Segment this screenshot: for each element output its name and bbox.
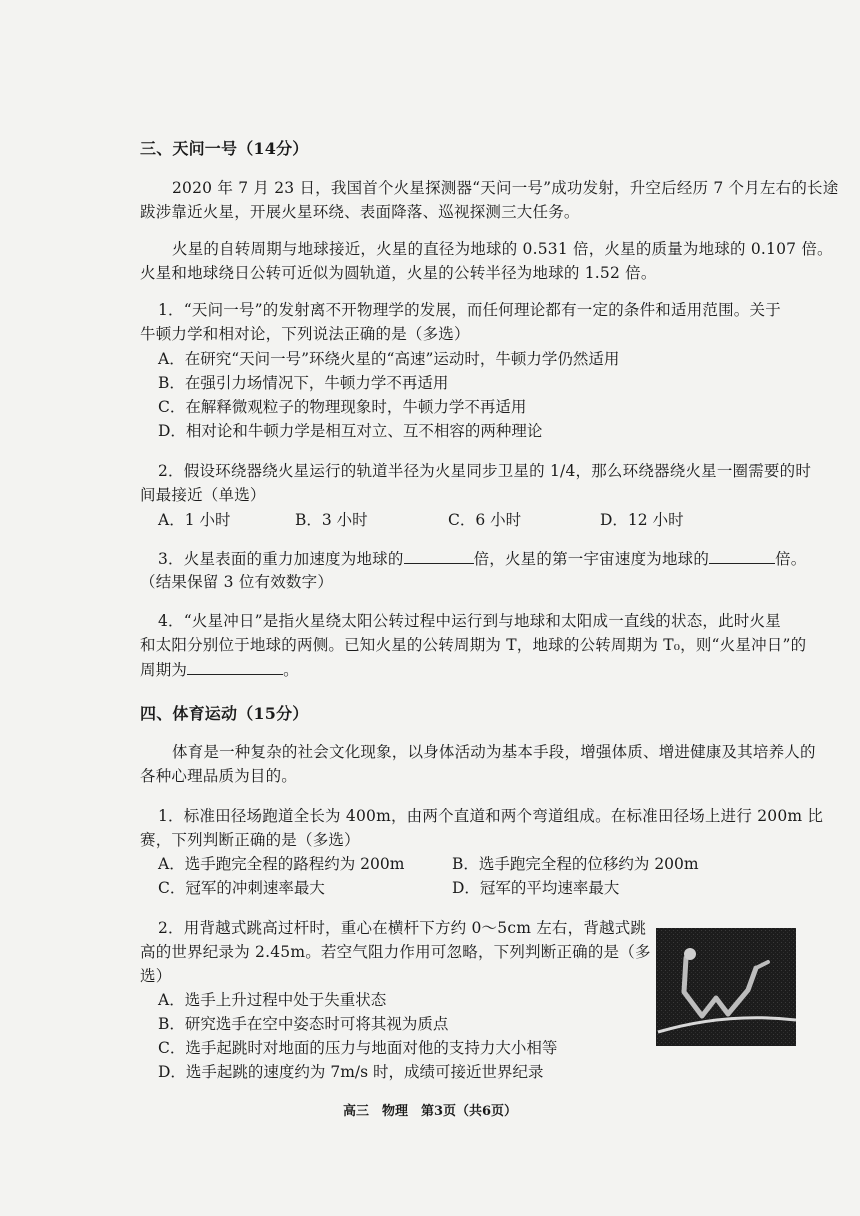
s3-q1-option-c: C．在解释微观粒子的物理现象时，牛顿力学不再适用 (158, 398, 527, 416)
section-3-intro-line-1: 2020 年 7 月 23 日，我国首个火星探测器“天问一号”成功发射，升空后经历 7 个月左右的长途 (172, 179, 839, 197)
s3-q3-answer-blank-2[interactable] (709, 548, 775, 564)
s3-q2-option-b: B．3 小时 (295, 511, 368, 529)
section-4-intro-line-2: 各种心理品质为目的。 (140, 767, 298, 785)
s4-q2-option-b: B．研究选手在空中姿态时可将其视为质点 (158, 1015, 449, 1033)
s3-q4-line-3 (140, 659, 299, 680)
high-jump-athlete-icon (656, 928, 796, 1046)
s3-q2-option-c: C．6 小时 (448, 511, 522, 529)
s4-q2-stem-line-1: 2．用背越式跳高过杆时，重心在横杆下方约 0～5cm 左右，背越式跳 (158, 919, 647, 937)
s3-q4-text-part-2: 。 (283, 661, 299, 679)
s4-q2-option-d: D．选手起跳的速度约为 7m/s 时，成绩可接近世界纪录 (158, 1063, 544, 1081)
section-4-heading: 四、体育运动（15分） (140, 704, 309, 723)
s3-q1-option-d: D．相对论和牛顿力学是相互对立、互不相容的两种理论 (158, 422, 543, 440)
section-3-facts-line-2: 火星和地球绕日公转可近似为圆轨道，火星的公转半径为地球的 1.52 倍。 (140, 264, 657, 282)
s3-q4-answer-blank[interactable] (187, 659, 283, 675)
s3-q2-stem-line-2: 间最接近（单选） (140, 486, 266, 504)
s3-q2-option-d: D．12 小时 (600, 511, 684, 529)
section-3-heading: 三、天问一号（14分） (140, 139, 309, 158)
s4-q2-stem-line-3: 选） (140, 967, 172, 985)
s3-q3-text-part-2: 倍，火星的第一宇宙速度为地球的 (473, 550, 710, 568)
s4-q2-option-c: C．选手起跳时对地面的压力与地面对他的支持力大小相等 (158, 1039, 558, 1057)
section-3-facts-line-1: 火星的自转周期与地球接近，火星的直径为地球的 0.531 倍，火星的质量为地球的 0.107 倍。 (172, 240, 833, 258)
s3-q2-stem-line-1: 2．假设环绕器绕火星运行的轨道半径为火星同步卫星的 1/4，那么环绕器绕火星一圈需要的时 (158, 462, 812, 480)
s4-q2-stem-line-2: 高的世界纪录为 2.45m。若空气阻力作用可忽略，下列判断正确的是（多 (140, 943, 651, 961)
s3-q4-text-part-1: 周期为 (140, 661, 188, 679)
s3-q1-option-b: B．在强引力场情况下，牛顿力学不再适用 (158, 374, 449, 392)
s3-q3-line-2: （结果保留 3 位有效数字） (140, 573, 334, 591)
section-3-intro-line-2: 跋涉靠近火星，开展火星环绕、表面降落、巡视探测三大任务。 (140, 203, 580, 221)
s4-q2-option-a: A．选手上升过程中处于失重状态 (158, 991, 387, 1009)
s3-q4-line-2: 和太阳分别位于地球的两侧。已知火星的公转周期为 T，地球的公转周期为 T₀，则“火星冲日”的 (140, 636, 807, 654)
s3-q1-option-a: A．在研究“天问一号”环绕火星的“高速”运动时，牛顿力学仍然适用 (158, 350, 620, 368)
s4-q1-option-a: A．选手跑完全程的路程约为 200m (158, 855, 405, 873)
section-4-intro-line-1: 体育是一种复杂的社会文化现象，以身体活动为基本手段，增强体质、增进健康及其培养人的 (172, 743, 816, 761)
s4-q1-stem-line-2: 赛，下列判断正确的是（多选） (140, 831, 360, 849)
s4-q1-option-c: C．冠军的冲刺速率最大 (158, 879, 325, 897)
s3-q3-text-part-3: 倍。 (775, 550, 807, 568)
s4-q1-option-b: B．选手跑完全程的位移约为 200m (452, 855, 699, 873)
s3-q3-line-1 (158, 548, 807, 569)
s4-q1-stem-line-1: 1．标准田径场跑道全长为 400m，由两个直道和两个弯道组成。在标准田径场上进行 200m 比 (158, 807, 824, 825)
s3-q1-stem-line-2: 牛顿力学和相对论，下列说法正确的是（多选） (140, 325, 470, 343)
s3-q4-line-1: 4．“火星冲日”是指火星绕太阳公转过程中运行到与地球和太阳成一直线的状态，此时火星 (158, 612, 781, 630)
s3-q2-option-a: A．1 小时 (158, 511, 231, 529)
high-jump-photo (656, 928, 796, 1046)
s4-q1-option-d: D．冠军的平均速率最大 (452, 879, 620, 897)
s3-q3-answer-blank-1[interactable] (404, 548, 474, 564)
page-footer: 高三 物理 第3页（共6页） (342, 1104, 518, 1119)
s3-q3-text-part-1: 3．火星表面的重力加速度为地球的 (158, 550, 404, 568)
s3-q1-stem-line-1: 1．“天问一号”的发射离不开物理学的发展，而任何理论都有一定的条件和适用范围。关于 (158, 301, 781, 319)
